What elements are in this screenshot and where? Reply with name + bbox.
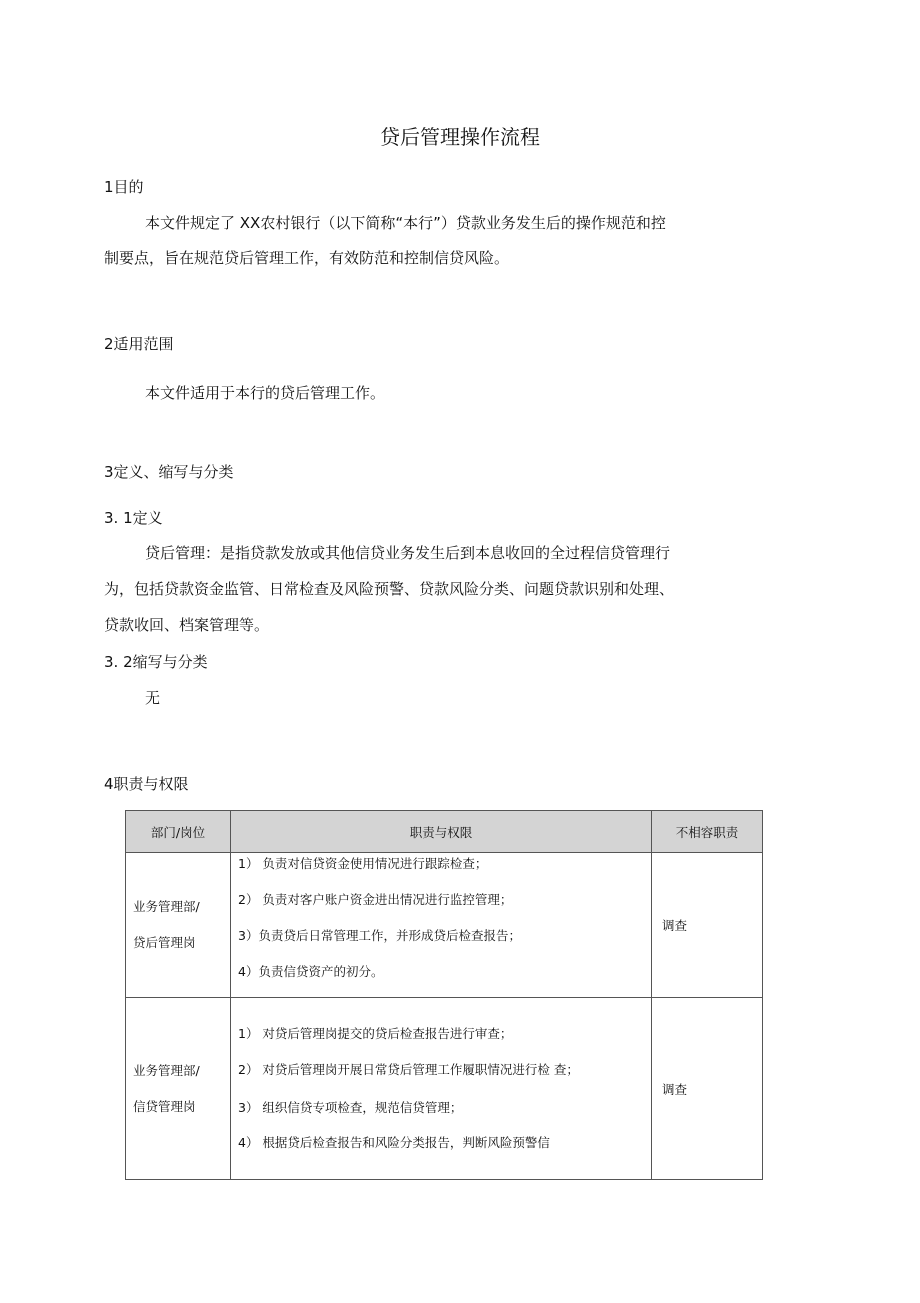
table-row xyxy=(126,998,763,1180)
document-title: 贷后管理操作流程 xyxy=(380,125,540,149)
duties-cell xyxy=(231,853,652,998)
dept-cell xyxy=(126,998,231,1180)
section-1-para-line-1: 本文件规定了 XX农村银行（以下简称“本行”）贷款业务发生后的操作规范和控 xyxy=(145,214,666,232)
dept-line-2: 信贷管理岗 xyxy=(133,1098,196,1114)
duty-item: 2） 负责对客户账户资金进出情况进行监控管理； xyxy=(238,892,513,907)
dept-line-1: 业务管理部/ xyxy=(133,1062,200,1078)
header-dept: 部门/岗位 xyxy=(126,811,231,853)
section-3-heading: 3定义、缩写与分类 xyxy=(104,463,234,481)
section-1-para-line-2: 制要点，旨在规范贷后管理工作，有效防范和控制信贷风险。 xyxy=(104,249,510,267)
definition-line-1: 贷后管理：是指贷款发放或其他信贷业务发生后到本息收回的全过程信贷管理行 xyxy=(145,544,671,562)
duty-item: 1） 对贷后管理岗提交的贷后检查报告进行审查； xyxy=(238,1026,513,1041)
duty-item: 4）负责信贷资产的初分。 xyxy=(238,964,384,979)
dept-line-1: 业务管理部/ xyxy=(133,899,200,914)
section-2-heading: 2适用范围 xyxy=(104,335,174,353)
duty-item: 3） 组织信贷专项检查，规范信贷管理； xyxy=(238,1100,463,1115)
incompatible-cell: 调查 xyxy=(652,853,763,998)
definition-line-2: 为，包括贷款资金监管、日常检查及风险预警、贷款风险分类、问题贷款识别和处理、 xyxy=(104,580,675,598)
section-1-heading: 1目的 xyxy=(104,178,144,196)
duty-item: 2） 对贷后管理岗开展日常贷后管理工作履职情况进行检 查； xyxy=(238,1062,579,1077)
dept-cell xyxy=(126,853,231,998)
table-header-row xyxy=(126,811,763,853)
section-4-heading: 4职责与权限 xyxy=(104,775,189,793)
definition-line-3: 贷款收回、档案管理等。 xyxy=(104,616,270,634)
duty-item: 4） 根据贷后检查报告和风险分类报告，判断风险预警信 xyxy=(238,1135,550,1150)
header-incompatible: 不相容职责 xyxy=(652,811,763,853)
dept-line-2: 贷后管理岗 xyxy=(133,935,196,950)
duty-item: 1） 负责对信贷资金使用情况进行跟踪检查； xyxy=(238,856,488,871)
abbreviation-none: 无 xyxy=(145,689,161,707)
duties-cell xyxy=(231,998,652,1180)
section-2-para: 本文件适用于本行的贷后管理工作。 xyxy=(145,384,386,402)
section-3-2-heading: 3. 2缩写与分类 xyxy=(104,653,208,671)
section-3-1-heading: 3. 1定义 xyxy=(104,509,163,527)
incompatible-cell: 调查 xyxy=(652,998,763,1180)
header-duties: 职责与权限 xyxy=(231,811,652,853)
duty-table xyxy=(125,810,763,1180)
table-row xyxy=(126,853,763,998)
duty-item: 3）负责贷后日常管理工作，并形成贷后检查报告； xyxy=(238,928,521,943)
